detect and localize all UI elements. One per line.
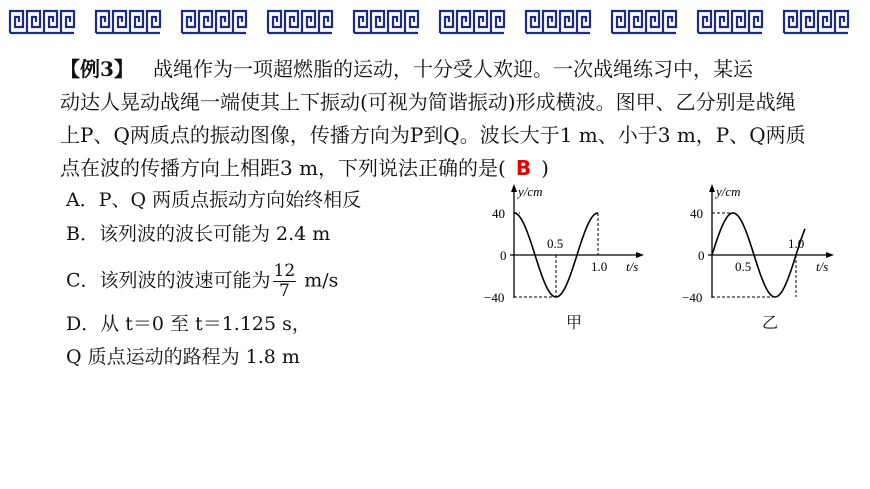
option-b: B．该列波的波长可能为 2.4 m: [66, 223, 331, 245]
x-axis-arrow: [636, 252, 644, 258]
y-top-label: 40: [492, 206, 505, 221]
option-d: D．从 t＝0 至 t＝1.125 s，: [66, 313, 311, 335]
x-tick-label-1: 0.5: [735, 259, 752, 274]
y-top-label: 40: [690, 206, 703, 221]
option-d-continued: Q 质点运动的路程为 1.8 m: [66, 346, 300, 368]
problem-line-4: 点在波的传播方向上相距3 m，下列说法正确的是( B ): [60, 152, 845, 185]
x-tick-label-2: 1.0: [591, 259, 608, 274]
graph-yi: [680, 182, 850, 302]
y-bottom-label: −40: [484, 290, 505, 302]
graph-jia-caption: 甲: [566, 313, 583, 332]
problem-line-3: 上P、Q两质点的振动图像，传播方向为P到Q。波长大于1 m、小于3 m，P、Q两质: [60, 123, 806, 147]
decorative-border: [6, 7, 864, 37]
problem-line-2: 动达人晃动战绳一端使其上下振动(可视为简谐振动)形成横波。图甲、乙分别是战绳: [60, 90, 796, 114]
y-axis-label: y/cm: [518, 184, 543, 199]
origin-label: 0: [500, 248, 507, 263]
fraction: $\frac{12}{7}$: [273, 261, 296, 301]
y-axis-arrow: [709, 184, 715, 192]
origin-label: 0: [698, 248, 705, 263]
problem-line-1: 【例3】 战绳作为一项超燃脂的运动，十分受人欢迎。一次战绳练习中，某运: [60, 57, 753, 81]
x-axis-arrow: [826, 252, 834, 258]
x-axis-label: t/s: [626, 259, 639, 274]
problem-text: [60, 53, 845, 185]
x-tick-label-1: 0.5: [547, 236, 564, 251]
x-axis-label: t/s: [816, 259, 829, 274]
example-tag: 【例3】: [60, 57, 134, 81]
y-bottom-label: −40: [682, 290, 703, 302]
option-a: A．P、Q 两质点振动方向始终相反: [66, 189, 362, 211]
y-axis-arrow: [511, 184, 517, 192]
option-c: C．该列波的波速可能为 $\frac{12}{7}$ m/s: [66, 261, 339, 301]
answer-letter: B: [515, 156, 532, 180]
x-tick-label-2: 1.0: [788, 236, 805, 251]
y-axis-label: y/cm: [716, 184, 741, 199]
graph-jia: [480, 182, 650, 302]
graph-yi-caption: 乙: [762, 313, 779, 332]
